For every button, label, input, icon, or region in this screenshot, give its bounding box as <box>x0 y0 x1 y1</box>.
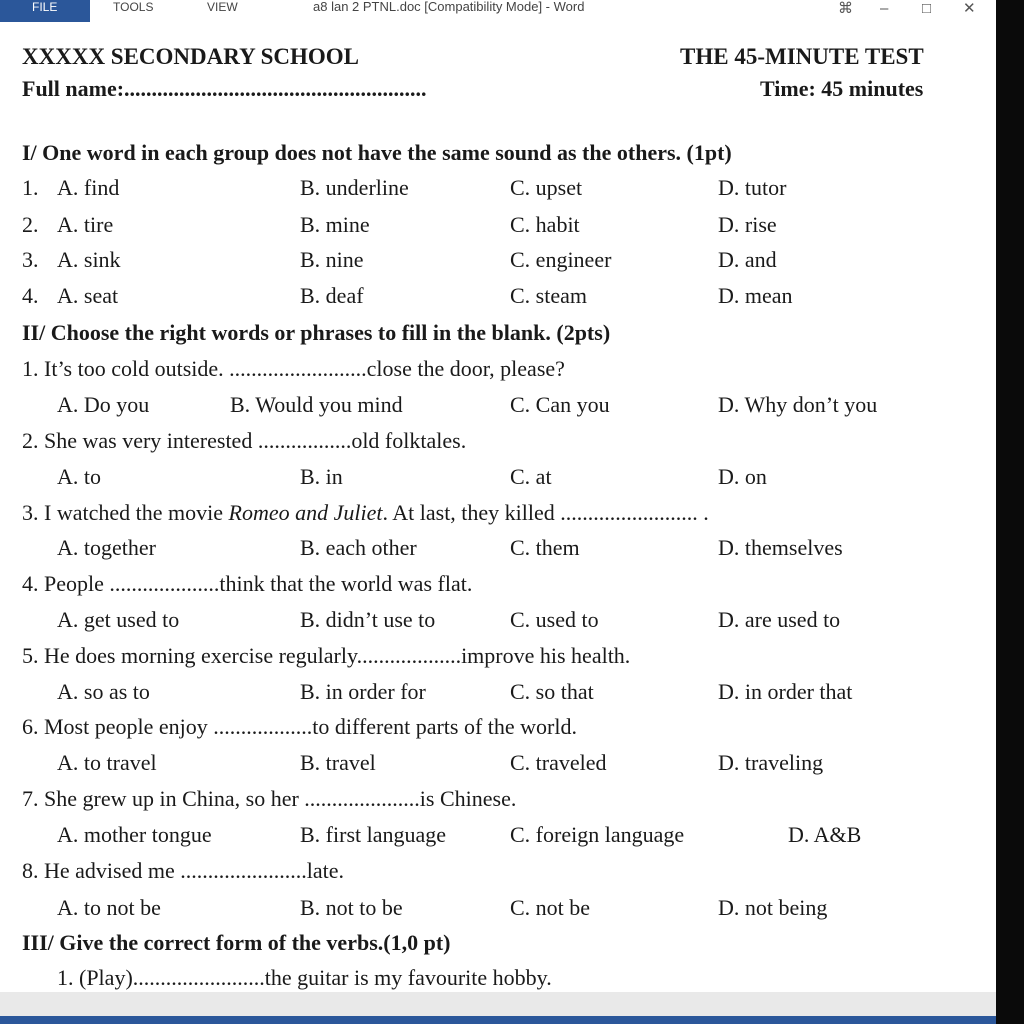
question-text: 2. She was very interested .................old folktales. <box>22 428 467 453</box>
full-name-field: Full name:....................................................... <box>22 76 427 101</box>
test-title: THE 45-MINUTE TEST <box>680 44 924 69</box>
option-b: B. nine <box>300 247 364 272</box>
option-d: D. themselves <box>718 535 843 560</box>
window-title: a8 lan 2 PTNL.doc [Compatibility Mode] - Word <box>313 0 585 14</box>
option-d: D. Why don’t you <box>718 392 878 417</box>
option-b: B. each other <box>300 535 417 560</box>
question-text: 6. Most people enjoy ..................to different parts of the world. <box>22 714 577 739</box>
file-tab[interactable]: FILE <box>0 0 90 22</box>
verb-item: 1. (Play)........................the guitar is my favourite hobby. <box>57 965 552 990</box>
option-c: C. at <box>510 464 552 489</box>
question-text: 7. She grew up in China, so her .....................is Chinese. <box>22 786 517 811</box>
option-c: C. used to <box>510 607 599 632</box>
option-a: A. get used to <box>57 607 180 632</box>
question-text: 8. He advised me .......................late. <box>22 858 344 883</box>
option-c: C. Can you <box>510 392 610 417</box>
item-number: 2. <box>22 212 39 237</box>
option-b: B. mine <box>300 212 370 237</box>
question-text <box>22 500 709 526</box>
option-b: B. underline <box>300 175 409 200</box>
question-text-end: . At last, they killed ......................... . <box>382 500 709 525</box>
section-1-title: I/ One word in each group does not have the same sound as the others. (1pt) <box>22 140 732 165</box>
window-frame <box>996 0 1024 1024</box>
option-b: B. travel <box>300 750 376 775</box>
option-d: D. and <box>718 247 777 272</box>
option-b: B. didn’t use to <box>300 607 436 632</box>
minimize-button[interactable]: – <box>880 0 889 17</box>
option-a: A. so as to <box>57 679 150 704</box>
school-name: XXXXX SECONDARY SCHOOL <box>22 44 359 69</box>
maximize-button[interactable]: □ <box>922 0 932 17</box>
close-button[interactable]: ✕ <box>963 0 976 17</box>
option-b: B. Would you mind <box>230 392 403 417</box>
option-d: D. traveling <box>718 750 824 775</box>
option-c: C. foreign language <box>510 822 685 847</box>
taskbar-strip <box>0 1016 996 1024</box>
option-d: D. mean <box>718 283 793 308</box>
option-c: C. upset <box>510 175 583 200</box>
time-label: Time: 45 minutes <box>760 76 924 101</box>
option-d: D. rise <box>718 212 777 237</box>
option-d: D. on <box>718 464 767 489</box>
option-b: B. first language <box>300 822 447 847</box>
item-number: 3. <box>22 247 39 272</box>
question-text-start: 3. I watched the movie <box>22 500 229 525</box>
option-b: B. deaf <box>300 283 364 308</box>
option-c: C. them <box>510 535 580 560</box>
option-d: D. in order that <box>718 679 853 704</box>
option-c: C. traveled <box>510 750 607 775</box>
option-a: A. mother tongue <box>57 822 212 847</box>
ribbon-display-icon[interactable]: ⌘ <box>838 0 853 17</box>
option-d: D. tutor <box>718 175 787 200</box>
option-c: C. habit <box>510 212 580 237</box>
option-a: A. Do you <box>57 392 150 417</box>
question-text: 1. It’s too cold outside. .........................close the door, please? <box>22 356 565 381</box>
section-3-title: III/ Give the correct form of the verbs.(1,0 pt) <box>22 930 451 955</box>
tab-tools[interactable]: TOOLS <box>113 0 154 14</box>
option-c: C. engineer <box>510 247 612 272</box>
option-a: A. sink <box>57 247 121 272</box>
tab-view[interactable]: VIEW <box>207 0 238 14</box>
option-c: C. so that <box>510 679 594 704</box>
option-a: A. to <box>57 464 101 489</box>
option-b: B. not to be <box>300 895 403 920</box>
section-2-title: II/ Choose the right words or phrases to fill in the blank. (2pts) <box>22 320 611 345</box>
option-d: D. not being <box>718 895 828 920</box>
option-c: C. steam <box>510 283 587 308</box>
item-number: 4. <box>22 283 39 308</box>
option-d: D. A&B <box>788 822 862 847</box>
question-text: 5. He does morning exercise regularly...................improve his health. <box>22 643 631 668</box>
option-a: A. find <box>57 175 120 200</box>
option-a: A. seat <box>57 283 119 308</box>
option-c: C. not be <box>510 895 591 920</box>
option-a: A. together <box>57 535 156 560</box>
movie-title: Romeo and Juliet <box>228 500 383 525</box>
option-b: B. in order for <box>300 679 426 704</box>
option-a: A. to travel <box>57 750 157 775</box>
option-b: B. in <box>300 464 343 489</box>
option-d: D. are used to <box>718 607 841 632</box>
item-number: 1. <box>22 175 39 200</box>
option-a: A. tire <box>57 212 114 237</box>
question-text: 4. People ....................think that the world was flat. <box>22 571 473 596</box>
option-a: A. to not be <box>57 895 161 920</box>
